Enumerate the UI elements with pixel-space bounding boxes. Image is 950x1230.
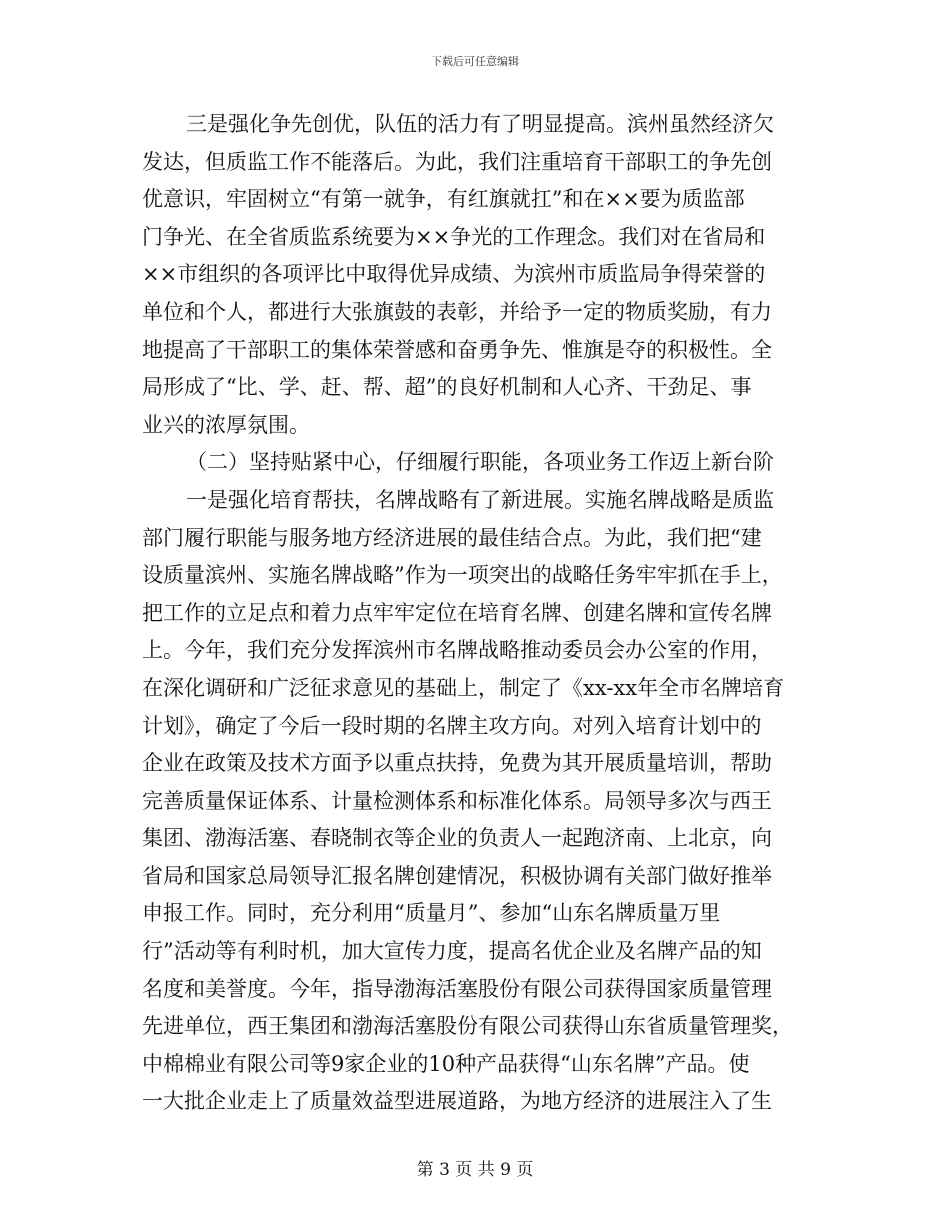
paragraph-line: 行”活动等有利时机，加大宣传力度，提高名优企业及名牌产品的知 xyxy=(142,939,762,964)
paragraph-line: 计划》，确定了今后一段时期的名牌主攻方向。对列入培育计划中的 xyxy=(142,713,762,738)
paragraph-line: 申报工作。同时，充分利用“质量月”、参加“山东名牌质量万里 xyxy=(142,901,721,926)
page-footer: 第 3 页 共 9 页 xyxy=(416,1160,534,1180)
paragraph-line: 单位和个人，都进行大张旗鼓的表彰，并给予一定的物质奖励，有力 xyxy=(142,299,772,324)
paragraph-line: ××市组织的各项评比中取得优异成绩、为滨州市质监局争得荣誉的 xyxy=(142,262,766,287)
paragraph-line: 优意识，牢固树立“有第一就争，有红旗就扛”和在××要为质监部 xyxy=(142,187,745,212)
paragraph-line: 中棉棉业有限公司等9家企业的10种产品获得“山东名牌”产品。使 xyxy=(142,1051,750,1076)
paragraph-line: 企业在政策及技术方面予以重点扶持，免费为其开展质量培训，帮助 xyxy=(142,751,772,776)
paragraph-line: 一是强化培育帮扶，名牌战略有了新进展。实施名牌战略是质监 xyxy=(186,487,774,512)
paragraph-line: 部门履行职能与服务地方经济进展的最佳结合点。为此，我们把“建 xyxy=(142,525,762,550)
paragraph-line: 集团、渤海活塞、春晓制衣等企业的负责人一起跑济南、上北京，向 xyxy=(142,826,772,851)
paragraph-line: 地提高了干部职工的集体荣誉感和奋勇争先、惟旗是夺的积极性。全 xyxy=(142,337,772,362)
paragraph-line: 在深化调研和广泛征求意见的基础上，制定了《xx-xx年全市名牌培育 xyxy=(142,675,785,700)
paragraph-line: 设质量滨州、实施名牌战略”作为一项突出的战略任务牢牢抓在手上， xyxy=(142,563,783,588)
paragraph-line: 上。今年，我们充分发挥滨州市名牌战略推动委员会办公室的作用， xyxy=(142,638,772,663)
paragraph-line: 门争光、在全省质监系统要为××争光的工作理念。我们对在省局和 xyxy=(142,224,766,249)
paragraph-line: 把工作的立足点和着力点牢牢定位在培育名牌、创建名牌和宣传名牌 xyxy=(142,600,772,625)
paragraph-line: 先进单位，西王集团和渤海活塞股份有限公司获得山东省质量管理奖， xyxy=(142,1014,793,1039)
paragraph-line: 完善质量保证体系、计量检测体系和标准化体系。局领导多次与西王 xyxy=(142,788,772,813)
paragraph-line: 业兴的浓厚氛围。 xyxy=(142,412,310,437)
paragraph-line: 局形成了“比、学、赶、帮、超”的良好机制和人心齐、干劲足、事 xyxy=(142,375,752,400)
paragraph-line: 省局和国家总局领导汇报名牌创建情况，积极协调有关部门做好推举 xyxy=(142,863,772,888)
document-body xyxy=(142,106,802,1121)
section-heading: （二）坚持贴紧中心，仔细履行职能，各项业务工作迈上新台阶 xyxy=(186,450,774,475)
paragraph-line: 发达，但质监工作不能落后。为此，我们注重培育干部职工的争先创 xyxy=(142,149,772,174)
paragraph-line: 一大批企业走上了质量效益型进展道路，为地方经济的进展注入了生 xyxy=(142,1089,772,1114)
paragraph-line: 三是强化争先创优，队伍的活力有了明显提高。滨州虽然经济欠 xyxy=(186,112,774,136)
paragraph-line: 名度和美誉度。今年，指导渤海活塞股份有限公司获得国家质量管理 xyxy=(142,976,772,1001)
page-header: 下载后可任意编辑 xyxy=(431,55,519,68)
